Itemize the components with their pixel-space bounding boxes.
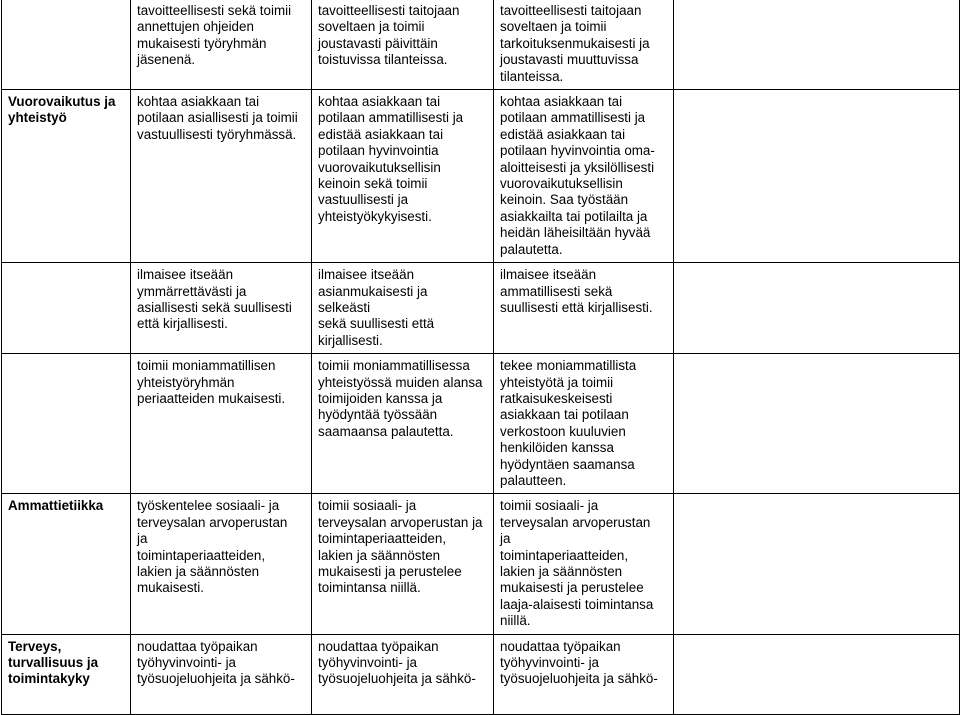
- row-heading: [2, 263, 131, 354]
- empty-cell: [674, 634, 960, 714]
- row-heading: [2, 354, 131, 494]
- criteria-cell-excellent: tavoitteellisesti taitojaan soveltaen ja toimii tarkoituksenmukaisesti ja joustavasti muuttuvissa tilanteissa.: [494, 0, 674, 90]
- row-heading: Terveys, turvallisuus ja toimintakyky: [2, 634, 131, 714]
- criteria-cell-satisfactory: toimii moniammatillisen yhteistyöryhmän periaatteiden mukaisesti.: [131, 354, 312, 494]
- empty-cell: [674, 494, 960, 634]
- criteria-cell-good: kohtaa asiakkaan tai potilaan ammatillisesti ja edistää asiakkaan tai potilaan hyvinvointia vuorovaikutuksellisin keinoin sekä toimii vastuullisesti ja yhteistyökykyisesti.: [312, 90, 494, 263]
- table-row: [2, 494, 960, 634]
- row-heading: Vuorovaikutus ja yhteistyö: [2, 90, 131, 263]
- criteria-cell-satisfactory: kohtaa asiakkaan tai potilaan asiallisesti ja toimii vastuullisesti työryhmässä.: [131, 90, 312, 263]
- empty-cell: [674, 263, 960, 354]
- criteria-cell-satisfactory: työskentelee sosiaali- ja terveysalan arvoperustan ja toimintaperiaatteiden, lakien ja säännösten mukaisesti.: [131, 494, 312, 634]
- table-row: [2, 354, 960, 494]
- criteria-cell-good: toimii sosiaali- ja terveysalan arvoperustan ja toimintaperiaatteiden, lakien ja säännösten mukaisesti ja perustelee toimintansa niillä.: [312, 494, 494, 634]
- empty-cell: [674, 354, 960, 494]
- criteria-cell-excellent: ilmaisee itseään ammatillisesti sekä suullisesti että kirjallisesti.: [494, 263, 674, 354]
- criteria-cell-good: noudattaa työpaikan työhyvinvointi- ja työsuojeluohjeita ja sähkö-: [312, 634, 494, 714]
- empty-cell: [674, 90, 960, 263]
- table-row: [2, 634, 960, 714]
- row-heading: Ammattietiikka: [2, 494, 131, 634]
- criteria-cell-satisfactory: tavoitteellisesti sekä toimii annettujen ohjeiden mukaisesti työryhmän jäsenenä.: [131, 0, 312, 90]
- criteria-cell-satisfactory: ilmaisee itseään ymmärrettävästi ja asiallisesti sekä suullisesti että kirjallisesti.: [131, 263, 312, 354]
- table-row: [2, 0, 960, 90]
- row-heading: [2, 0, 131, 90]
- criteria-cell-excellent: toimii sosiaali- ja terveysalan arvoperustan ja toimintaperiaatteiden, lakien ja säännösten mukaisesti ja perustelee laaja-alaisesti toimintansa niillä.: [494, 494, 674, 634]
- table-row: [2, 263, 960, 354]
- table-row: [2, 90, 960, 263]
- assessment-criteria-table: [1, 0, 960, 715]
- criteria-cell-good: toimii moniammatillisessa yhteistyössä muiden alansa toimijoiden kanssa ja hyödyntää työssään saamaansa palautetta.: [312, 354, 494, 494]
- criteria-cell-excellent: noudattaa työpaikan työhyvinvointi- ja työsuojeluohjeita ja sähkö-: [494, 634, 674, 714]
- criteria-cell-good: tavoitteellisesti taitojaan soveltaen ja toimii joustavasti päivittäin toistuvissa tilanteissa.: [312, 0, 494, 90]
- criteria-cell-good: ilmaisee itseään asianmukaisesti ja selkeästi sekä suullisesti että kirjallisesti.: [312, 263, 494, 354]
- empty-cell: [674, 0, 960, 90]
- criteria-cell-satisfactory: noudattaa työpaikan työhyvinvointi- ja työsuojeluohjeita ja sähkö-: [131, 634, 312, 714]
- criteria-cell-excellent: kohtaa asiakkaan tai potilaan ammatillisesti ja edistää asiakkaan tai potilaan hyvinvointia oma- aloitteisesti ja yksilöllisesti vuorovaikutuksellisin keinoin. Saa työstään asiakkailta tai potilailta ja heidän läheisiltään hyvää palautetta.: [494, 90, 674, 263]
- criteria-cell-excellent: tekee moniammatillista yhteistyötä ja toimii ratkaisukeskeisesti asiakkaan tai potilaan verkostoon kuuluvien henkilöiden kanssa hyödyntäen saamansa palautteen.: [494, 354, 674, 494]
